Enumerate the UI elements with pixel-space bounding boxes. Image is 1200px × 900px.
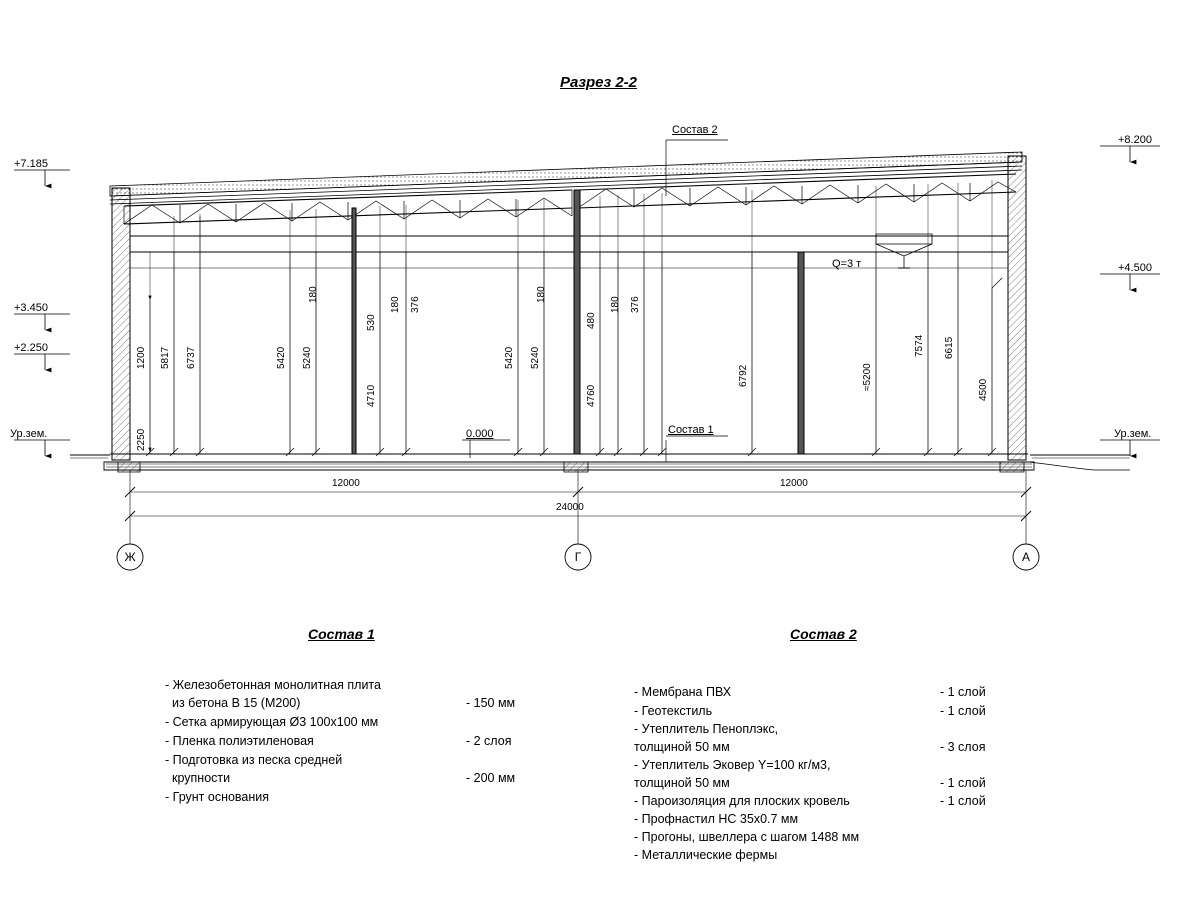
legend-title-sostav-1: Состав 1 (308, 626, 375, 642)
legend1-qty-3: - 2 слоя (466, 734, 512, 748)
zero-level-mark: 0.000 (466, 428, 494, 440)
level-mark-8200: +8.200 (1118, 134, 1152, 146)
legend2-item-1: - Геотекстиль (634, 704, 713, 718)
legend1-item-1: из бетона В 15 (М200) (172, 696, 301, 710)
legend1-qty-1: - 150 мм (466, 696, 516, 710)
legend1-item-3: - Пленка полиэтиленовая (165, 734, 314, 748)
dim-vert-180-b: 180 (390, 296, 401, 313)
legend2-qty-0: - 1 слой (940, 685, 986, 699)
dim-vert-4500: 4500 (978, 378, 989, 401)
dim-vert-180-c: 180 (536, 286, 547, 303)
legend2-item-8: - Прогоны, швеллера с шагом 1488 мм (634, 830, 860, 844)
dim-vert-1200: 1200 (136, 346, 147, 369)
legend2-item-6: - Пароизоляция для плоских кровель (634, 794, 850, 808)
legend2-item-7: - Профнастил НС 35х0.7 мм (634, 812, 799, 826)
legend-title-sostav-2: Состав 2 (790, 626, 857, 642)
dim-vert-530: 530 (366, 314, 377, 331)
dim-vert-180-a: 180 (308, 286, 319, 303)
dim-horiz-12000-right: 12000 (780, 478, 808, 489)
legend1-item-4: - Подготовка из песка средней (165, 753, 343, 767)
legend1-item-0: - Железобетонная монолитная плита (165, 678, 381, 692)
level-mark-7185: +7.185 (14, 158, 48, 170)
grid-axis-a: А (1021, 550, 1030, 564)
legend2-item-4: - Утеплитель Эковер Y=100 кг/м3, (634, 758, 831, 772)
level-mark-3450: +3.450 (14, 302, 48, 314)
crane-load-label: Q=3 т (832, 258, 862, 270)
legend2-qty-5: - 1 слой (940, 776, 986, 790)
dim-vert-6737: 6737 (186, 346, 197, 369)
dim-vert-4710: 4710 (366, 384, 377, 407)
legend2-qty-1: - 1 слой (940, 704, 986, 718)
dim-vert-5817: 5817 (160, 346, 171, 369)
dim-vert-376-b: 376 (630, 296, 641, 313)
dim-vert-4760: 4760 (586, 384, 597, 407)
legend2-qty-6: - 1 слой (940, 794, 986, 808)
legend2-item-3: толщиной 50 мм (634, 740, 730, 754)
dim-vert-6792: 6792 (738, 364, 749, 387)
grid-axis-zh: Ж (124, 550, 136, 564)
dim-vert-5240-b: 5240 (530, 346, 541, 369)
dim-vert-480: 480 (586, 312, 597, 329)
legend2-item-9: - Металлические фермы (634, 848, 778, 862)
legend2-item-2: - Утеплитель Пеноплэкс, (634, 722, 779, 736)
legend1-qty-5: - 200 мм (466, 771, 516, 785)
dim-vert-5240-a: 5240 (302, 346, 313, 369)
legend1-item-2: - Сетка армирующая Ø3 100х100 мм (165, 715, 379, 729)
level-mark-4500: +4.500 (1118, 262, 1152, 274)
dim-horiz-12000-left: 12000 (332, 478, 360, 489)
legend2-item-0: - Мембрана ПВХ (634, 685, 732, 699)
legend2-item-5: толщиной 50 мм (634, 776, 730, 790)
legend1-item-5: крупности (172, 771, 231, 785)
grid-axis-g: Г (574, 550, 582, 564)
dim-vert-6615: 6615 (944, 336, 955, 359)
level-mark-2250: +2.250 (14, 342, 48, 354)
callout-sostav-2: Состав 2 (672, 124, 718, 136)
legend2-qty-3: - 3 слоя (940, 740, 986, 754)
dim-vert-5420-a: 5420 (276, 346, 287, 369)
dim-vert-180-d: 180 (610, 296, 621, 313)
dim-vert-2250: 2250 (136, 428, 147, 451)
drawing-title: Разрез 2-2 (560, 74, 638, 91)
ground-level-right: Ур.зем. (1114, 428, 1152, 440)
dim-vert-376-a: 376 (410, 296, 421, 313)
dim-vert-5420-b: 5420 (504, 346, 515, 369)
dim-vert-5200: ≈5200 (862, 363, 873, 391)
legend1-item-6: - Грунт основания (165, 790, 270, 804)
callout-sostav-1: Состав 1 (668, 424, 714, 436)
dim-vert-7574: 7574 (914, 334, 925, 357)
ground-level-left: Ур.зем. (10, 428, 48, 440)
dim-horiz-24000: 24000 (556, 502, 584, 513)
